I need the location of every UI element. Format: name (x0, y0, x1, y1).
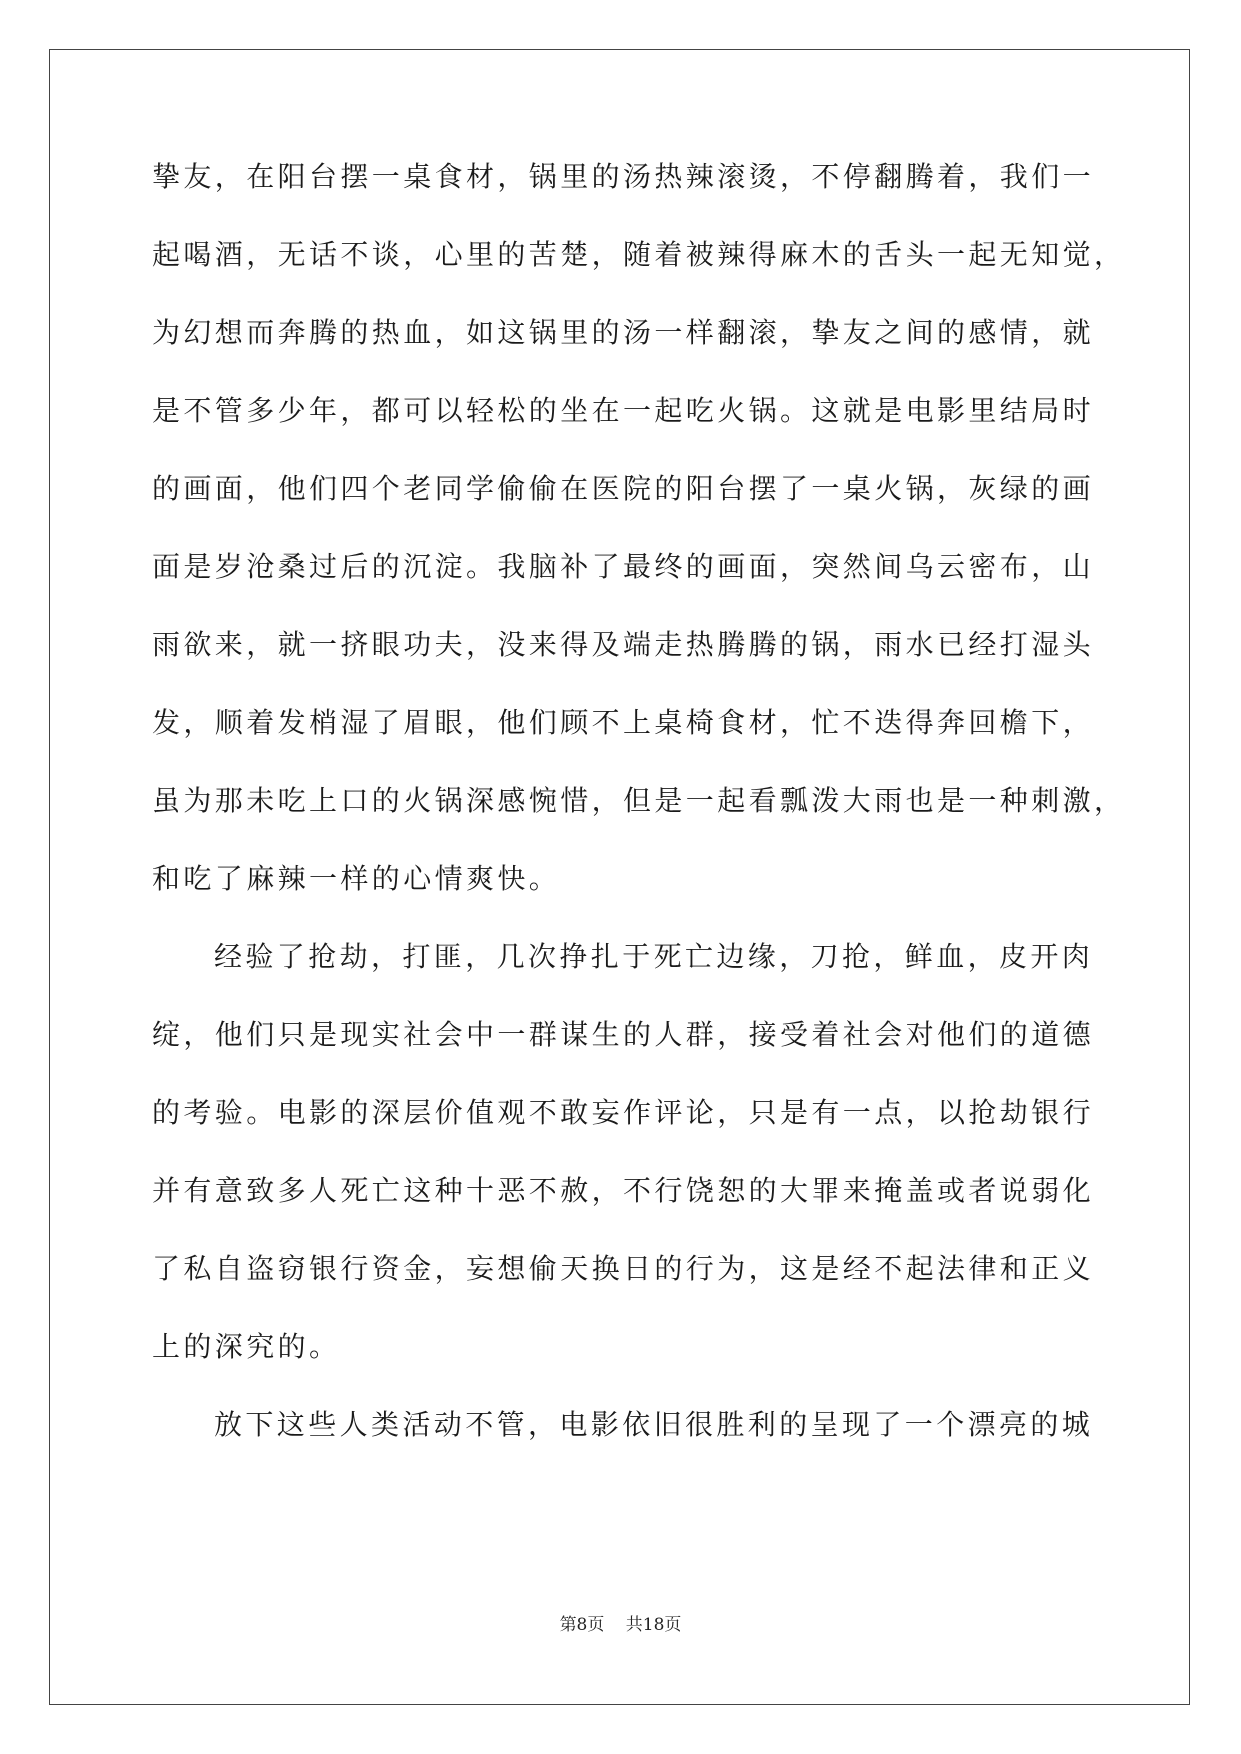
page-total: 共18页 (625, 1615, 682, 1635)
text-line: 为幻想而奔腾的热血，如这锅里的汤一样翻滚，挚友之间的感情，就 (152, 316, 1095, 349)
paragraph-start-line: 放下这些人类活动不管，电影依旧很胜利的呈现了一个漂亮的城 (214, 1408, 1094, 1441)
text-line: 挚友，在阳台摆一桌食材，锅里的汤热辣滚烫，不停翻腾着，我们一 (152, 160, 1095, 193)
text-line: 雨欲来，就一挤眼功夫，没来得及端走热腾腾的锅，雨水已经打湿头 (152, 628, 1095, 661)
text-line: 绽，他们只是现实社会中一群谋生的人群，接受着社会对他们的道德 (152, 1018, 1095, 1051)
text-line: 了私自盗窃银行资金，妄想偷天换日的行为，这是经不起法律和正义 (152, 1252, 1095, 1285)
text-line: 和吃了麻辣一样的心情爽快。 (152, 862, 561, 895)
text-line: 起喝酒，无话不谈，心里的苦楚，随着被辣得麻木的舌头一起无知觉， (152, 238, 1126, 271)
text-line: 的考验。电影的深层价值观不敢妄作评论，只是有一点，以抢劫银行 (152, 1096, 1095, 1129)
paragraph-start-line: 经验了抢劫，打匪，几次挣扎于死亡边缘，刀抢，鲜血，皮开肉 (214, 940, 1094, 973)
text-line: 面是岁沧桑过后的沉淀。我脑补了最终的画面，突然间乌云密布，山 (152, 550, 1095, 583)
text-line: 虽为那未吃上口的火锅深感惋惜，但是一起看瓢泼大雨也是一种刺激， (152, 784, 1126, 817)
text-line: 的画面，他们四个老同学偷偷在医院的阳台摆了一桌火锅，灰绿的画 (152, 472, 1095, 505)
text-line: 并有意致多人死亡这种十恶不赦，不行饶恕的大罪来掩盖或者说弱化 (152, 1174, 1095, 1207)
text-line: 上的深究的。 (152, 1330, 341, 1363)
text-line: 是不管多少年，都可以轻松的坐在一起吃火锅。这就是电影里结局时 (152, 394, 1095, 427)
page-number: 第8页 (559, 1615, 605, 1635)
document-body (152, 159, 1126, 1485)
text-line: 发，顺着发梢湿了眉眼，他们顾不上桌椅食材，忙不迭得奔回檐下， (152, 706, 1095, 739)
page-footer (0, 1610, 1241, 1635)
